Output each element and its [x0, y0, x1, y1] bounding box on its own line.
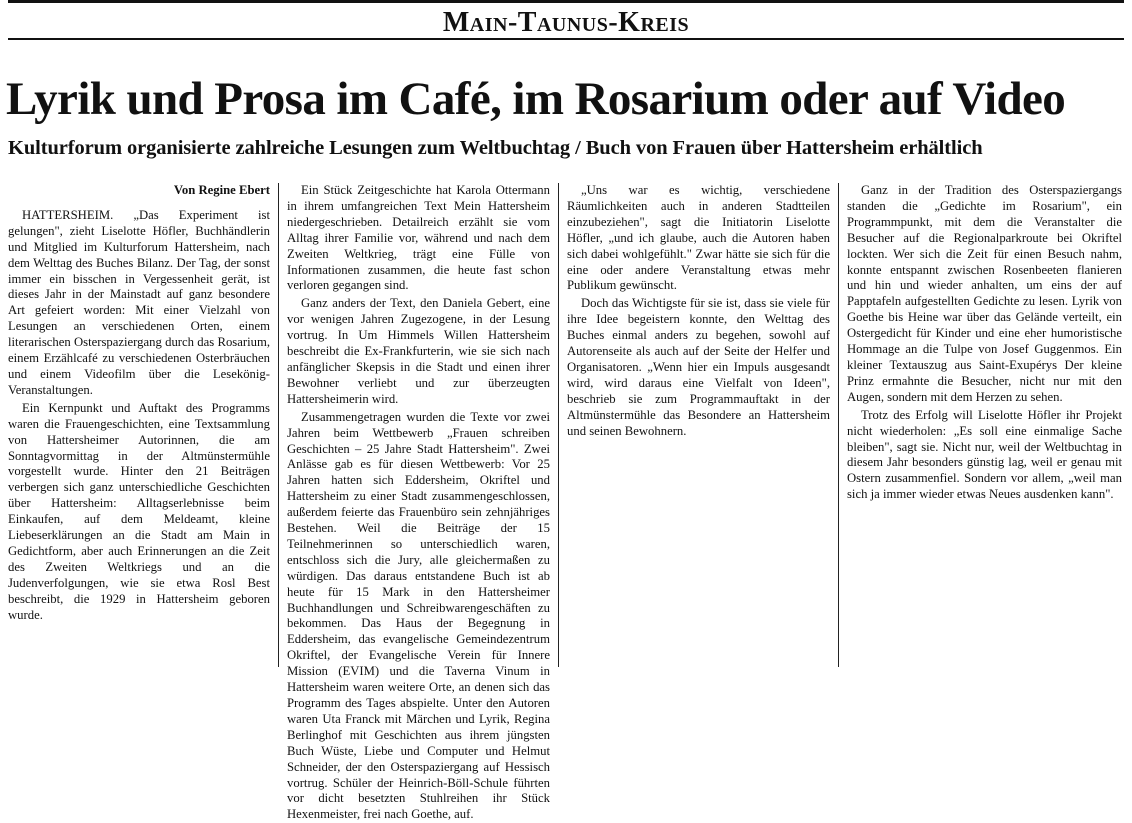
section-title: Main-Taunus-Kreis — [442, 7, 690, 38]
subheadline: Kulturforum organisierte zahlreiche Lesungen zum Weltbuchtag / Buch von Frauen über Hattersheim erhältlich — [8, 137, 983, 159]
section-header — [8, 0, 1124, 40]
article-paragraph: Trotz des Erfolg will Liselotte Höfler ihr Projekt nicht wiederholen: „Es soll eine einmalige Sache bleiben", sagt sie. Nicht nur, weil der Weltbuchtag in diesem Jahr besonders günstig lag, weil er genau mit Ostern zusammenfiel. Sondern vor allem, „weil man sich ja immer wieder etwas Neues ausdenken kann". — [847, 407, 1122, 502]
column-rule — [838, 183, 839, 667]
column-rule — [558, 183, 559, 667]
article-column-4 — [847, 183, 1122, 667]
article-paragraph: Ein Stück Zeitgeschichte hat Karola Ottermann in ihrem umfangreichen Text Mein Hattersheim niedergeschrieben. Detailreich erzählt sie vom Alltag ihrer Familie vor, während und nach dem Zweiten Weltkrieg, trägt eine Fülle von Informationen zusammen, die heute fast schon verloren gegangen sind. — [287, 183, 550, 293]
headline: Lyrik und Prosa im Café, im Rosarium oder auf Video — [6, 73, 1066, 125]
article-paragraph: Ein Kernpunkt und Auftakt des Programms waren die Frauengeschichten, eine Textsammlung von Hattersheimer Autorinnen, die am Sonntagvormittag in der Altmünstermühle vorgestellt wurde. Hinter den 21 Beiträgen verbergen sich ganz unterschiedliche Geschichten über Hattersheim: Alltagserlebnisse beim Einkaufen, auf dem Meldeamt, kleine Liebeserklärungen an die Stadt am Main in Gedichtform, aber auch Erinnerungen an die Zeit des Zweiten Weltkriegs und an die Judenverfolgungen, wie sie etwa Rosl Best beschreibt, die 1929 in Hattersheim geboren wurde. — [8, 400, 270, 622]
article-column-3 — [567, 183, 830, 667]
article-paragraph: Doch das Wichtigste für sie ist, dass sie viele für ihre Idee begeistern konnte, den Welttag des Buches einmal anders zu begehen, sowohl auf Autorenseite als auch auf der Seite der Helfer und Organisatoren. „Wenn hier ein Impuls ausgesandt wird, wird daraus eine Vielfalt von Ideen", beschrieb sie zum Programmauftakt in der Altmünstermühle das Besondere an Hattersheim und seinen Bewohnern. — [567, 296, 830, 438]
article-column-2 — [287, 183, 550, 822]
article-paragraph: Zusammengetragen wurden die Texte vor zwei Jahren beim Wettbewerb „Frauen schreiben Geschichten – 25 Jahre Stadt Hattersheim". Zwei Anlässe gab es für diesen Wettbewerb: Vor 25 Jahren hatten sich Eddersheim, Okriftel und Hattersheim zu einer Stadt zusammengeschlossen, außerdem feierte das Frauenbüro sein zehnjähriges Bestehen. Weil die Beiträge der 15 Teilnehmerinnen so unterschiedlich waren, entschloss sich die Jury, alle gleichermaßen zu würdigen. Das daraus entstandene Buch ist ab heute für 15 Mark in den Hattersheimer Buchhandlungen und Schreibwarengeschäften zu bekommen. Das Haus der Begegnung in Eddersheim, das evangelische Gemeindezentrum Okriftel, der Evangelische Verein für Innere Mission (EVIM) und die Taverna Vinum in Hattersheim waren weitere Orte, an denen sich das Programm des Tages abspielte. Unter den Autoren waren Uta Franck mit Märchen und Lyrik, Regina Berlinghof mit Geschichten aus ihrem jüngsten Buch Wüste, Liebe und Computer und Helmut Schneider, der den Osterspaziergang auf Hessisch vortrug. Schüler der Heinrich-Böll-Schule führten vor dicht besetzten Stuhlreihen ihr Stück Hexenmeister, frei nach Goethe, auf. — [287, 409, 550, 822]
article-column-1 — [8, 183, 270, 667]
column-rule — [278, 183, 279, 667]
article-paragraph: HATTERSHEIM. „Das Experiment ist gelungen", zieht Liselotte Höfler, Buchhändlerin und Mitglied im Kulturforum Hattersheim, nach dem Welttag des Buches Bilanz. Der Tag, der sonst immer ein bisschen in Vergessenheit gerät, ist dieses Jahr in der Mainstadt auf ganz besondere Art gefeiert worden: Mit einer Vielzahl von Lesungen an verschiedenen Orten, einem literarischen Osterspaziergang durch das Rosarium, einem Erzählcafé zu verschiedenen Osterbräuchen und einem Videofilm über die Lesekönig-Veranstaltungen. — [8, 207, 270, 397]
article-paragraph: Ganz in der Tradition des Osterspaziergangs standen die „Gedichte im Rosarium", ein Programmpunkt, mit dem die Veranstalter die Besucher auf die Regionalparkroute bei Okriftel lockten. Wer sich die Zeit für einen Besuch nahm, konnte entspannt zwischen Rosenbeeten flanieren und hin und wieder anhalten, um eins der auf Papptafeln aufgestellten Gedichte zu lesen. Lyrik von Goethe bis Heine war über das Gelände verteilt, ein Ostergedicht für Kinder und eine eher humoristische Hommage an die Tulpe von Josef Guggenmos. Ein kleiner Textauszug aus Saint-Exupérys Der kleine Prinz ermahnte die Besucher, nicht nur mit den Augen, sondern mit dem Herzen zu sehen. — [847, 183, 1122, 404]
article-paragraph: Ganz anders der Text, den Daniela Gebert, eine vor wenigen Jahren Zugezogene, in der Lesung vortrug. In Um Himmels Willen Hattersheim beschreibt die Ex-Frankfurterin, wie sie sich nach anfänglicher Skepsis in die Stadt und einen ihrer Bewohner verliebt und zur überzeugten Hattersheimerin wird. — [287, 296, 550, 406]
byline: Von Regine Ebert — [173, 183, 270, 197]
article-paragraph: „Uns war es wichtig, verschiedene Räumlichkeiten auch in anderen Stadtteilen einzubeziehen", sagt die Initiatorin Liselotte Höfler, „und ich glaube, auch die Autoren haben sich dabei wohlgefühlt." Zwar hätte sie sich für die eine oder andere Veranstaltung etwas mehr Publikum gewünscht. — [567, 183, 830, 293]
